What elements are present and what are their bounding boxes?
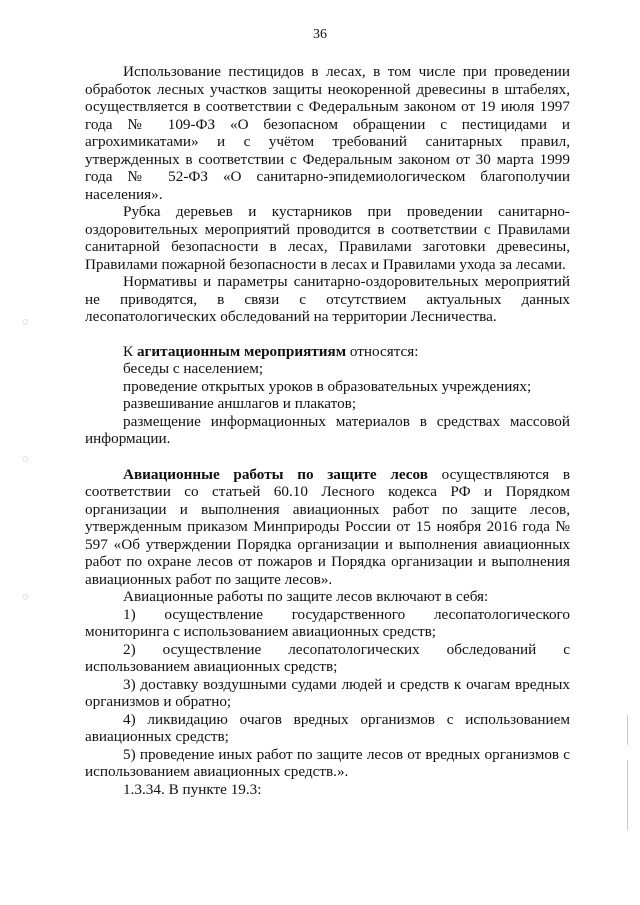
document-body (85, 63, 570, 798)
agitation-item: проведение открытых уроков в образовательных учреждениях; (123, 377, 532, 395)
agitation-item: беседы с населением; (123, 360, 264, 377)
paragraph-pesticides: Использование пестицидов в лесах, в том числе при проведении обработок лесных участков защиты неокоренной древесины в штабелях, осуществляется в соответствии с Федеральным законом от 19 июля 1997 года № 109-ФЗ «О безопасном обращении с пестицидами и агрохимикатами» и с учётом требований санитарных правил, утвержденных в соответствии с Федеральным законом от 30 марта 1999 года № 52-ФЗ «О санитарно-эпидемиологическом благополучии населения». (85, 63, 570, 203)
aviation-item: 4) ликвидацию очагов вредных организмов с использованием авиационных средств; (85, 710, 570, 745)
spacer (85, 448, 570, 466)
paragraph-felling: Рубка деревьев и кустарников при проведении санитарно-оздоровительных мероприятий проводится в соответствии с Правилами санитарной безопасности в лесах, Правилами заготовки древесины, Правилами пожарной безопасности в лесах и Правилами ухода за лесами. (85, 203, 570, 273)
aviation-lead-rest: осуществляются в соответствии со статьей 60.10 Лесного кодекса РФ и Порядком организации и выполнения авиационных работ по защите лесов, утвержденным приказом Минприроды России от 15 ноября 2016 года № 597 «Об утверждении Порядка организации и выполнения авиационных работ по охране лесов от пожаров и Порядка организации и выполнения авиационных работ по защите лесов». (85, 465, 570, 588)
aviation-item: 5) проведение иных работ по защите лесов от вредных организмов с использованием авиационных средств.». (85, 745, 570, 780)
aviation-lead-bold: Авиационные работы по защите лесов (123, 465, 428, 483)
paragraph-norms: Нормативы и параметры санитарно-оздоровительных мероприятий не приводятся, в связи с отсутствием актуальных данных лесопатологических обследований на территории Лесничества. (85, 273, 570, 325)
agitation-intro-prefix: К (123, 342, 137, 360)
agitation-intro-suffix: относятся: (346, 342, 419, 360)
aviation-item: 2) осуществление лесопатологических обследований с использованием авиационных средств; (85, 640, 570, 675)
page-number: 36 (313, 27, 327, 42)
scan-edge-mark (627, 760, 628, 830)
scan-edge-mark (627, 715, 628, 745)
aviation-item: 1) осуществление государственного лесопатологического мониторинга с использованием авиационных средств; (85, 605, 570, 640)
aviation-paragraph (85, 466, 570, 589)
agitation-item: размещение информационных материалов в средствах массовой информации. (85, 412, 570, 447)
agitation-intro-bold: агитационным мероприятиям (136, 342, 347, 360)
punch-hole-mark: ◌ (22, 453, 29, 465)
punch-hole-mark: ◌ (22, 316, 29, 328)
closing-item: 1.3.34. В пункте 19.3: (123, 780, 262, 798)
agitation-intro (85, 343, 570, 361)
spacer (85, 326, 570, 343)
agitation-item: развешивание аншлагов и плакатов; (123, 395, 357, 412)
aviation-item: 3) доставку воздушными судами людей и средств к очагам вредных организмов и обратно; (85, 675, 570, 710)
punch-hole-mark: ◌ (22, 591, 29, 603)
aviation-includes: Авиационные работы по защите лесов включают в себя: (123, 588, 489, 605)
